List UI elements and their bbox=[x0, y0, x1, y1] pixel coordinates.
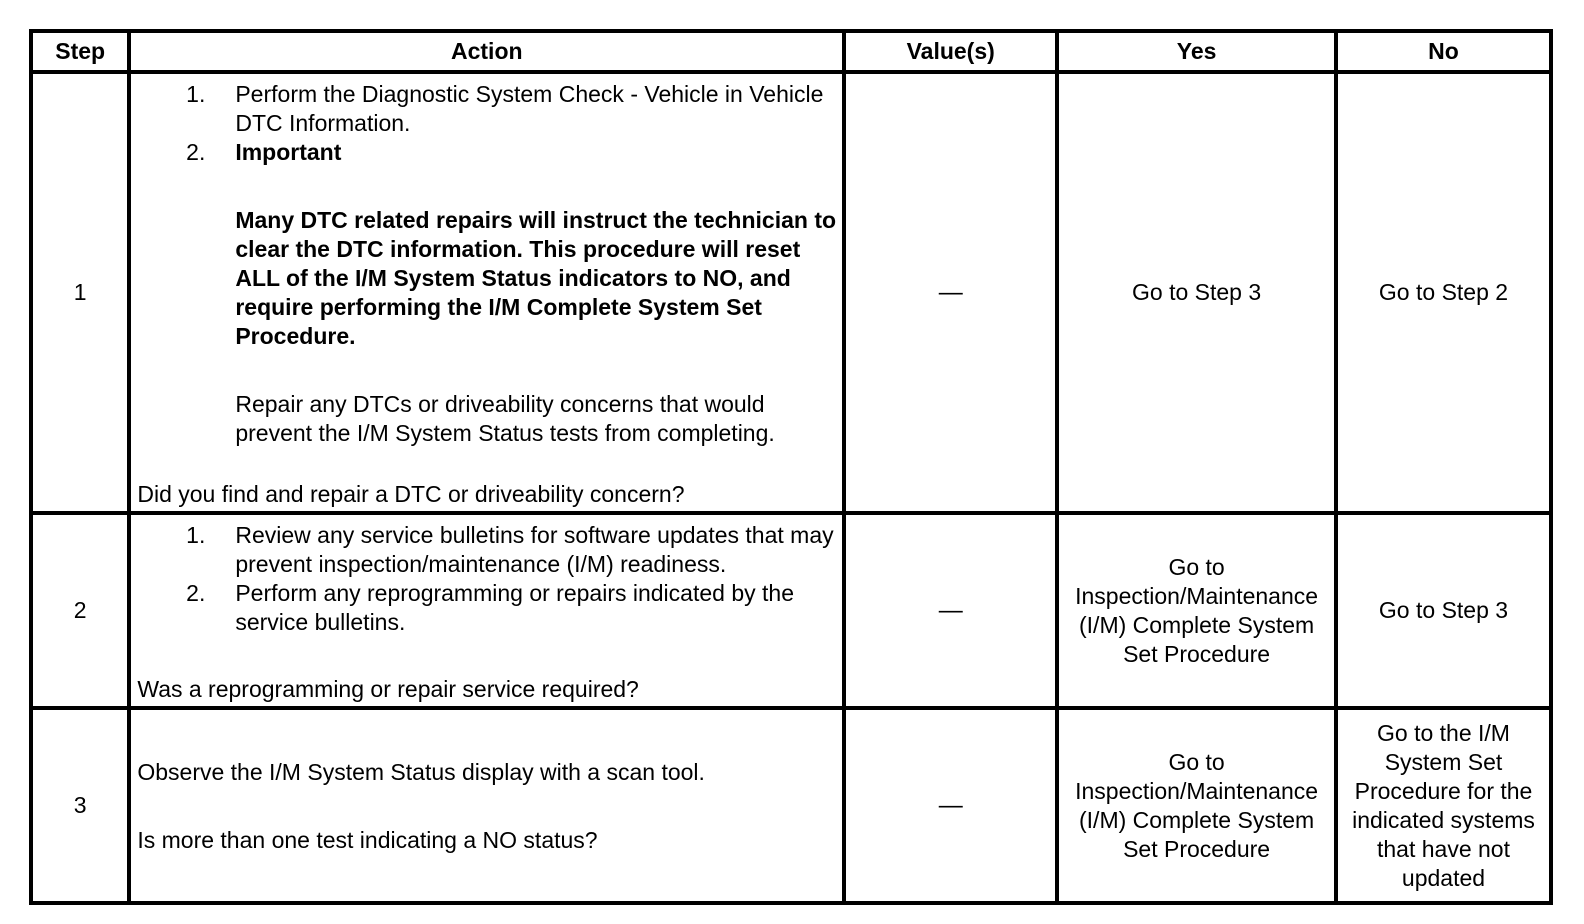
important-note: Many DTC related repairs will instruct the technician to clear the DTC information. This procedure will reset ALL of the I/M System Status indicators to NO, and require performing the I/M Complete System Set Procedure. bbox=[235, 207, 837, 349]
action-cell bbox=[129, 513, 844, 708]
repair-note: Repair any DTCs or driveability concerns that would prevent the I/M System Status tests from completing. bbox=[235, 391, 775, 446]
list-item: 2. Important bbox=[137, 138, 836, 167]
question-text: Did you find and repair a DTC or driveability concern? bbox=[137, 481, 685, 507]
header-step: Step bbox=[31, 31, 129, 72]
value-cell: — bbox=[844, 708, 1057, 903]
yes-cell: Go to Inspection/Maintenance (I/M) Complete System Set Procedure bbox=[1057, 513, 1336, 708]
list-item: 1. Review any service bulletins for software updates that may prevent inspection/maintenance (I/M) readiness. bbox=[186, 522, 834, 577]
header-row bbox=[31, 31, 1551, 72]
value-cell: — bbox=[844, 513, 1057, 708]
action-cell bbox=[129, 72, 844, 513]
action-cell bbox=[129, 708, 844, 903]
diagnostic-table bbox=[29, 29, 1553, 905]
header-no: No bbox=[1336, 31, 1551, 72]
question-text: Was a reprogramming or repair service required? bbox=[137, 676, 639, 702]
no-cell: Go to Step 2 bbox=[1336, 72, 1551, 513]
yes-cell: Go to Inspection/Maintenance (I/M) Complete System Set Procedure bbox=[1057, 708, 1336, 903]
step-number: 3 bbox=[31, 708, 129, 903]
value-cell: — bbox=[844, 72, 1057, 513]
step-number: 2 bbox=[31, 513, 129, 708]
no-cell: Go to the I/M System Set Procedure for the indicated systems that have not updated bbox=[1336, 708, 1551, 903]
list-item: 1. Perform the Diagnostic System Check - Vehicle in Vehicle DTC Information. bbox=[186, 81, 824, 136]
no-cell: Go to Step 3 bbox=[1336, 513, 1551, 708]
table-row-step-2 bbox=[31, 513, 1551, 708]
header-values: Value(s) bbox=[844, 31, 1057, 72]
step-number: 1 bbox=[31, 72, 129, 513]
table-row-step-3 bbox=[31, 708, 1551, 903]
question-text: Is more than one test indicating a NO status? bbox=[137, 827, 598, 853]
yes-cell: Go to Step 3 bbox=[1057, 72, 1336, 513]
header-action: Action bbox=[129, 31, 844, 72]
table-row-step-1 bbox=[31, 72, 1551, 513]
important-label: Important bbox=[235, 139, 342, 165]
action-list bbox=[137, 521, 836, 637]
list-item: 2. Perform any reprogramming or repairs indicated by the service bulletins. bbox=[186, 580, 794, 635]
header-yes: Yes bbox=[1057, 31, 1336, 72]
action-list bbox=[137, 80, 836, 167]
action-line: Observe the I/M System Status display with a scan tool. bbox=[137, 759, 705, 785]
